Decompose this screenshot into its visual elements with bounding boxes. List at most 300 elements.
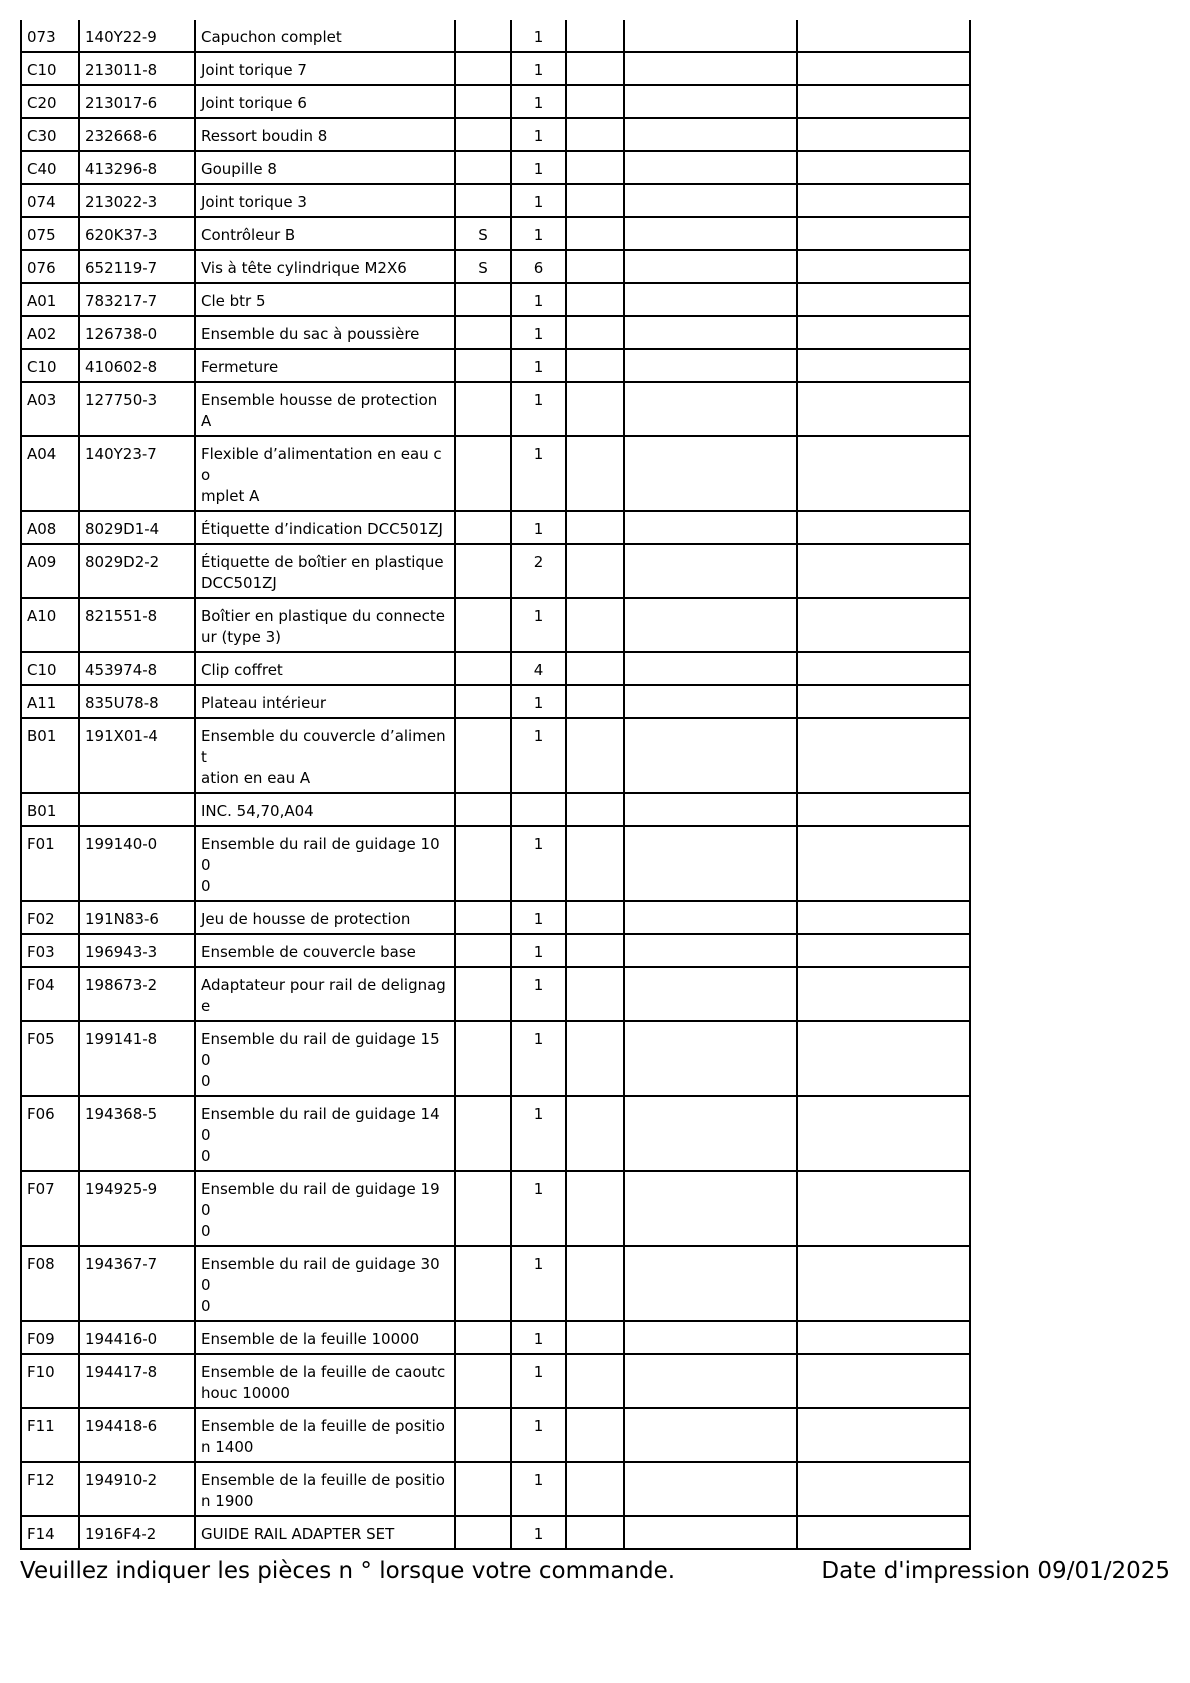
- empty-cell: [797, 1321, 970, 1354]
- empty-cell: [624, 1321, 797, 1354]
- quantity-cell: 1: [511, 52, 566, 85]
- part-description-cell: Ensemble du sac à poussière: [195, 316, 455, 349]
- empty-cell: [566, 1171, 624, 1246]
- part-flag-cell: [455, 1321, 511, 1354]
- table-row: [21, 1354, 970, 1408]
- page-footer: [20, 1554, 1170, 1588]
- empty-cell: [566, 316, 624, 349]
- empty-cell: [566, 1321, 624, 1354]
- empty-cell: [624, 151, 797, 184]
- quantity-cell: [511, 793, 566, 826]
- part-code-cell: F10: [21, 1354, 79, 1408]
- empty-cell: [624, 685, 797, 718]
- table-row: [21, 1408, 970, 1462]
- part-flag-cell: [455, 1354, 511, 1408]
- empty-cell: [797, 901, 970, 934]
- empty-cell: [624, 250, 797, 283]
- part-number-cell: 191X01-4: [79, 718, 195, 793]
- part-number-cell: 783217-7: [79, 283, 195, 316]
- empty-cell: [624, 718, 797, 793]
- part-description-cell: Jeu de housse de protection: [195, 901, 455, 934]
- empty-cell: [566, 598, 624, 652]
- part-flag-cell: [455, 151, 511, 184]
- empty-cell: [797, 718, 970, 793]
- quantity-cell: 1: [511, 1021, 566, 1096]
- quantity-cell: 1: [511, 598, 566, 652]
- table-row: [21, 20, 970, 52]
- table-row: [21, 382, 970, 436]
- part-description-cell: Capuchon complet: [195, 20, 455, 52]
- table-row: [21, 511, 970, 544]
- part-number-cell: 140Y23-7: [79, 436, 195, 511]
- empty-cell: [797, 826, 970, 901]
- part-number-cell: 194417-8: [79, 1354, 195, 1408]
- empty-cell: [797, 349, 970, 382]
- empty-cell: [797, 436, 970, 511]
- part-code-cell: F07: [21, 1171, 79, 1246]
- table-row: [21, 685, 970, 718]
- part-number-cell: 620K37-3: [79, 217, 195, 250]
- part-description-cell: Ensemble housse de protection A: [195, 382, 455, 436]
- part-description-cell: Ressort boudin 8: [195, 118, 455, 151]
- empty-cell: [566, 1246, 624, 1321]
- table-row: [21, 1096, 970, 1171]
- table-row: [21, 901, 970, 934]
- empty-cell: [624, 826, 797, 901]
- empty-cell: [797, 52, 970, 85]
- empty-cell: [797, 1408, 970, 1462]
- quantity-cell: 1: [511, 1408, 566, 1462]
- part-flag-cell: [455, 118, 511, 151]
- quantity-cell: 1: [511, 382, 566, 436]
- empty-cell: [566, 52, 624, 85]
- empty-cell: [624, 511, 797, 544]
- empty-cell: [797, 316, 970, 349]
- empty-cell: [797, 151, 970, 184]
- part-code-cell: 076: [21, 250, 79, 283]
- part-flag-cell: [455, 283, 511, 316]
- empty-cell: [566, 151, 624, 184]
- empty-cell: [797, 934, 970, 967]
- part-number-cell: 821551-8: [79, 598, 195, 652]
- part-number-cell: 8029D2-2: [79, 544, 195, 598]
- part-description-cell: Joint torique 6: [195, 85, 455, 118]
- part-description-cell: Contrôleur B: [195, 217, 455, 250]
- empty-cell: [566, 184, 624, 217]
- part-description-cell: Goupille 8: [195, 151, 455, 184]
- part-description-cell: Ensemble de couvercle base: [195, 934, 455, 967]
- part-description-cell: Ensemble du rail de guidage 150 0: [195, 1021, 455, 1096]
- empty-cell: [624, 1246, 797, 1321]
- empty-cell: [566, 382, 624, 436]
- part-flag-cell: [455, 718, 511, 793]
- part-flag-cell: [455, 349, 511, 382]
- part-flag-cell: [455, 511, 511, 544]
- part-description-cell: Ensemble du rail de guidage 300 0: [195, 1246, 455, 1321]
- quantity-cell: 1: [511, 967, 566, 1021]
- part-description-cell: GUIDE RAIL ADAPTER SET: [195, 1516, 455, 1549]
- empty-cell: [566, 1408, 624, 1462]
- part-number-cell: 194925-9: [79, 1171, 195, 1246]
- part-number-cell: 194416-0: [79, 1321, 195, 1354]
- table-row: [21, 283, 970, 316]
- empty-cell: [566, 436, 624, 511]
- empty-cell: [797, 20, 970, 52]
- empty-cell: [566, 85, 624, 118]
- table-row: [21, 826, 970, 901]
- part-description-cell: Ensemble de la feuille de positio n 1400: [195, 1408, 455, 1462]
- part-code-cell: C20: [21, 85, 79, 118]
- part-description-cell: Ensemble de la feuille 10000: [195, 1321, 455, 1354]
- part-flag-cell: [455, 934, 511, 967]
- empty-cell: [624, 20, 797, 52]
- part-number-cell: 198673-2: [79, 967, 195, 1021]
- table-row: [21, 652, 970, 685]
- part-code-cell: A01: [21, 283, 79, 316]
- empty-cell: [797, 85, 970, 118]
- empty-cell: [566, 652, 624, 685]
- part-flag-cell: [455, 793, 511, 826]
- quantity-cell: 6: [511, 250, 566, 283]
- empty-cell: [797, 967, 970, 1021]
- quantity-cell: 1: [511, 901, 566, 934]
- part-number-cell: 410602-8: [79, 349, 195, 382]
- empty-cell: [566, 901, 624, 934]
- empty-cell: [566, 20, 624, 52]
- part-number-cell: 194910-2: [79, 1462, 195, 1516]
- part-flag-cell: [455, 1171, 511, 1246]
- part-description-cell: Joint torique 7: [195, 52, 455, 85]
- part-code-cell: F14: [21, 1516, 79, 1549]
- part-description-cell: Flexible d’alimentation en eau co mplet A: [195, 436, 455, 511]
- part-flag-cell: [455, 685, 511, 718]
- quantity-cell: 1: [511, 934, 566, 967]
- part-flag-cell: [455, 1408, 511, 1462]
- part-flag-cell: [455, 382, 511, 436]
- part-description-cell: Fermeture: [195, 349, 455, 382]
- quantity-cell: 1: [511, 1354, 566, 1408]
- parts-table-body: [21, 20, 970, 1549]
- part-code-cell: F05: [21, 1021, 79, 1096]
- table-row: [21, 1171, 970, 1246]
- part-number-cell: 194367-7: [79, 1246, 195, 1321]
- empty-cell: [566, 1462, 624, 1516]
- table-row: [21, 1462, 970, 1516]
- part-description-cell: Ensemble de la feuille de caoutc houc 10000: [195, 1354, 455, 1408]
- quantity-cell: 1: [511, 316, 566, 349]
- table-row: [21, 544, 970, 598]
- quantity-cell: 1: [511, 1516, 566, 1549]
- part-code-cell: C10: [21, 652, 79, 685]
- part-code-cell: F03: [21, 934, 79, 967]
- part-code-cell: F01: [21, 826, 79, 901]
- part-description-cell: INC. 54,70,A04: [195, 793, 455, 826]
- quantity-cell: 1: [511, 1096, 566, 1171]
- part-code-cell: A10: [21, 598, 79, 652]
- quantity-cell: 1: [511, 1246, 566, 1321]
- quantity-cell: 1: [511, 1462, 566, 1516]
- quantity-cell: 1: [511, 85, 566, 118]
- table-row: [21, 1246, 970, 1321]
- part-flag-cell: [455, 967, 511, 1021]
- part-code-cell: F11: [21, 1408, 79, 1462]
- table-row: [21, 85, 970, 118]
- part-code-cell: 073: [21, 20, 79, 52]
- quantity-cell: 1: [511, 118, 566, 151]
- part-flag-cell: [455, 1462, 511, 1516]
- part-code-cell: A03: [21, 382, 79, 436]
- table-row: [21, 598, 970, 652]
- part-description-cell: Boîtier en plastique du connecte ur (type 3): [195, 598, 455, 652]
- part-code-cell: F08: [21, 1246, 79, 1321]
- quantity-cell: 1: [511, 151, 566, 184]
- quantity-cell: 1: [511, 511, 566, 544]
- empty-cell: [566, 1096, 624, 1171]
- empty-cell: [624, 1021, 797, 1096]
- part-code-cell: A02: [21, 316, 79, 349]
- empty-cell: [566, 793, 624, 826]
- empty-cell: [624, 184, 797, 217]
- empty-cell: [624, 316, 797, 349]
- empty-cell: [624, 934, 797, 967]
- empty-cell: [566, 826, 624, 901]
- part-flag-cell: [455, 20, 511, 52]
- part-description-cell: Ensemble du rail de guidage 140 0: [195, 1096, 455, 1171]
- empty-cell: [797, 217, 970, 250]
- part-number-cell: 213017-6: [79, 85, 195, 118]
- print-date: Date d'impression 09/01/2025: [821, 1558, 1170, 1584]
- part-flag-cell: [455, 598, 511, 652]
- parts-list-page: [20, 20, 1170, 1588]
- empty-cell: [566, 217, 624, 250]
- empty-cell: [624, 793, 797, 826]
- part-flag-cell: [455, 436, 511, 511]
- part-flag-cell: [455, 901, 511, 934]
- empty-cell: [624, 85, 797, 118]
- part-description-cell: Adaptateur pour rail de delignag e: [195, 967, 455, 1021]
- parts-table: [20, 20, 971, 1550]
- part-number-cell: 140Y22-9: [79, 20, 195, 52]
- part-description-cell: Ensemble du couvercle d’aliment ation en eau A: [195, 718, 455, 793]
- quantity-cell: 1: [511, 184, 566, 217]
- part-code-cell: C10: [21, 52, 79, 85]
- table-row: [21, 118, 970, 151]
- empty-cell: [797, 598, 970, 652]
- part-number-cell: 232668-6: [79, 118, 195, 151]
- part-flag-cell: [455, 1021, 511, 1096]
- part-number-cell: 194368-5: [79, 1096, 195, 1171]
- part-number-cell: 213022-3: [79, 184, 195, 217]
- part-code-cell: F12: [21, 1462, 79, 1516]
- empty-cell: [566, 118, 624, 151]
- part-flag-cell: [455, 544, 511, 598]
- quantity-cell: 1: [511, 1171, 566, 1246]
- empty-cell: [797, 511, 970, 544]
- table-row: [21, 151, 970, 184]
- empty-cell: [797, 250, 970, 283]
- empty-cell: [566, 685, 624, 718]
- empty-cell: [624, 1354, 797, 1408]
- empty-cell: [624, 1096, 797, 1171]
- table-row: [21, 1516, 970, 1549]
- part-number-cell: 213011-8: [79, 52, 195, 85]
- part-code-cell: C30: [21, 118, 79, 151]
- empty-cell: [797, 1171, 970, 1246]
- table-row: [21, 1021, 970, 1096]
- part-description-cell: Cle btr 5: [195, 283, 455, 316]
- empty-cell: [624, 349, 797, 382]
- part-code-cell: A11: [21, 685, 79, 718]
- part-flag-cell: [455, 316, 511, 349]
- part-flag-cell: [455, 184, 511, 217]
- part-code-cell: A04: [21, 436, 79, 511]
- quantity-cell: 1: [511, 20, 566, 52]
- quantity-cell: 1: [511, 826, 566, 901]
- empty-cell: [797, 1096, 970, 1171]
- part-flag-cell: [455, 52, 511, 85]
- empty-cell: [566, 1516, 624, 1549]
- part-code-cell: F02: [21, 901, 79, 934]
- part-number-cell: 191N83-6: [79, 901, 195, 934]
- empty-cell: [624, 52, 797, 85]
- quantity-cell: 1: [511, 349, 566, 382]
- empty-cell: [797, 685, 970, 718]
- part-code-cell: B01: [21, 718, 79, 793]
- table-row: [21, 718, 970, 793]
- empty-cell: [797, 793, 970, 826]
- order-instruction-note: Veuillez indiquer les pièces n ° lorsque votre commande.: [20, 1558, 676, 1584]
- part-code-cell: A08: [21, 511, 79, 544]
- quantity-cell: 1: [511, 718, 566, 793]
- empty-cell: [566, 511, 624, 544]
- empty-cell: [624, 283, 797, 316]
- table-row: [21, 250, 970, 283]
- part-number-cell: 196943-3: [79, 934, 195, 967]
- part-code-cell: C40: [21, 151, 79, 184]
- part-code-cell: 074: [21, 184, 79, 217]
- part-number-cell: 199140-0: [79, 826, 195, 901]
- empty-cell: [797, 544, 970, 598]
- empty-cell: [566, 934, 624, 967]
- part-code-cell: F04: [21, 967, 79, 1021]
- table-row: [21, 1321, 970, 1354]
- table-row: [21, 967, 970, 1021]
- part-code-cell: 075: [21, 217, 79, 250]
- part-code-cell: A09: [21, 544, 79, 598]
- empty-cell: [797, 1516, 970, 1549]
- part-flag-cell: [455, 1246, 511, 1321]
- empty-cell: [797, 652, 970, 685]
- table-row: [21, 316, 970, 349]
- part-number-cell: [79, 793, 195, 826]
- quantity-cell: 1: [511, 1321, 566, 1354]
- part-description-cell: Ensemble de la feuille de positio n 1900: [195, 1462, 455, 1516]
- empty-cell: [566, 544, 624, 598]
- part-description-cell: Joint torique 3: [195, 184, 455, 217]
- empty-cell: [797, 184, 970, 217]
- part-number-cell: 413296-8: [79, 151, 195, 184]
- part-flag-cell: [455, 85, 511, 118]
- part-description-cell: Étiquette de boîtier en plastique DCC501ZJ: [195, 544, 455, 598]
- table-row: [21, 934, 970, 967]
- empty-cell: [624, 598, 797, 652]
- quantity-cell: 1: [511, 283, 566, 316]
- quantity-cell: 1: [511, 217, 566, 250]
- part-description-cell: Vis à tête cylindrique M2X6: [195, 250, 455, 283]
- empty-cell: [624, 382, 797, 436]
- empty-cell: [566, 349, 624, 382]
- empty-cell: [566, 1354, 624, 1408]
- part-number-cell: 652119-7: [79, 250, 195, 283]
- part-number-cell: 453974-8: [79, 652, 195, 685]
- empty-cell: [624, 1408, 797, 1462]
- part-code-cell: F06: [21, 1096, 79, 1171]
- part-number-cell: 194418-6: [79, 1408, 195, 1462]
- part-number-cell: 8029D1-4: [79, 511, 195, 544]
- part-description-cell: Clip coffret: [195, 652, 455, 685]
- part-flag-cell: S: [455, 250, 511, 283]
- empty-cell: [797, 1246, 970, 1321]
- table-row: [21, 184, 970, 217]
- part-description-cell: Ensemble du rail de guidage 190 0: [195, 1171, 455, 1246]
- empty-cell: [624, 544, 797, 598]
- quantity-cell: 2: [511, 544, 566, 598]
- quantity-cell: 4: [511, 652, 566, 685]
- part-flag-cell: [455, 1516, 511, 1549]
- empty-cell: [566, 967, 624, 1021]
- part-number-cell: 126738-0: [79, 316, 195, 349]
- empty-cell: [624, 436, 797, 511]
- empty-cell: [797, 118, 970, 151]
- part-description-cell: Ensemble du rail de guidage 100 0: [195, 826, 455, 901]
- part-description-cell: Étiquette d’indication DCC501ZJ: [195, 511, 455, 544]
- part-code-cell: B01: [21, 793, 79, 826]
- part-number-cell: 199141-8: [79, 1021, 195, 1096]
- empty-cell: [797, 1462, 970, 1516]
- empty-cell: [624, 901, 797, 934]
- empty-cell: [624, 967, 797, 1021]
- part-number-cell: 127750-3: [79, 382, 195, 436]
- empty-cell: [566, 1021, 624, 1096]
- empty-cell: [797, 1021, 970, 1096]
- part-code-cell: F09: [21, 1321, 79, 1354]
- table-row: [21, 793, 970, 826]
- part-flag-cell: [455, 1096, 511, 1171]
- quantity-cell: 1: [511, 685, 566, 718]
- part-flag-cell: [455, 652, 511, 685]
- empty-cell: [624, 118, 797, 151]
- quantity-cell: 1: [511, 436, 566, 511]
- table-row: [21, 349, 970, 382]
- empty-cell: [624, 1516, 797, 1549]
- empty-cell: [624, 1171, 797, 1246]
- empty-cell: [797, 1354, 970, 1408]
- empty-cell: [566, 718, 624, 793]
- part-code-cell: C10: [21, 349, 79, 382]
- empty-cell: [624, 217, 797, 250]
- table-row: [21, 436, 970, 511]
- empty-cell: [624, 1462, 797, 1516]
- empty-cell: [566, 250, 624, 283]
- table-row: [21, 217, 970, 250]
- empty-cell: [797, 283, 970, 316]
- part-flag-cell: S: [455, 217, 511, 250]
- empty-cell: [624, 652, 797, 685]
- empty-cell: [797, 382, 970, 436]
- empty-cell: [566, 283, 624, 316]
- part-flag-cell: [455, 826, 511, 901]
- part-number-cell: 1916F4-2: [79, 1516, 195, 1549]
